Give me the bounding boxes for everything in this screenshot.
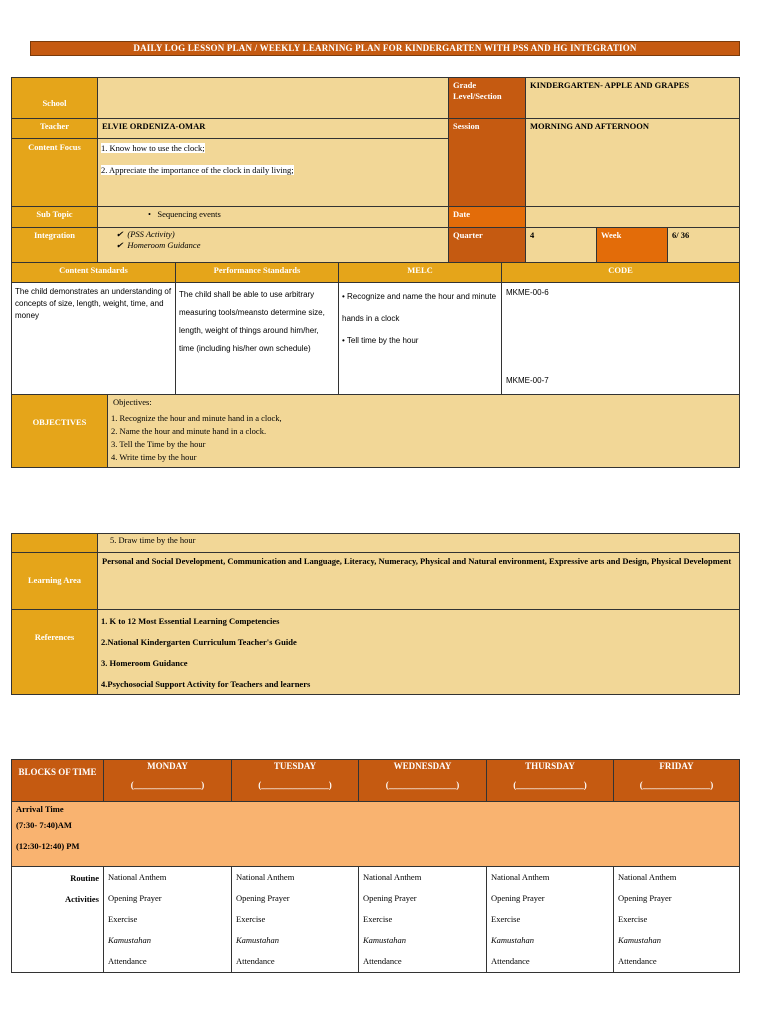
content-standards-header: Content Standards bbox=[11, 262, 176, 283]
activity-item: Kamustahan bbox=[363, 935, 406, 945]
quarter-value: 4 bbox=[525, 227, 597, 263]
day-date-blank: (_______________) bbox=[385, 780, 460, 790]
objective-item: 5. Draw time by the hour bbox=[97, 533, 740, 553]
activity-item: Exercise bbox=[363, 914, 393, 924]
reference-item: 3. Homeroom Guidance bbox=[101, 658, 188, 668]
day-header-monday bbox=[103, 759, 232, 802]
code-cell bbox=[501, 282, 740, 395]
day-date-blank: (_______________) bbox=[513, 780, 587, 790]
objective-item: 1. Recognize the hour and minute hand in a clock, bbox=[111, 413, 282, 423]
activity-item: Kamustahan bbox=[236, 935, 279, 945]
arrival-time-am: (7:30- 7:40)AM bbox=[16, 820, 72, 830]
activity-item: National Anthem bbox=[491, 872, 550, 882]
objective-item: 3. Tell the Time by the hour bbox=[111, 439, 206, 449]
activity-item: Opening Prayer bbox=[108, 893, 162, 903]
references-cell bbox=[97, 609, 740, 695]
school-label: School bbox=[11, 77, 98, 119]
melc-item-1: • Recognize and name the hour and minute hands in a clock bbox=[342, 292, 497, 323]
content-focus-1: 1. Know how to use the clock; bbox=[101, 143, 205, 153]
activity-item: National Anthem bbox=[363, 872, 422, 882]
activity-item: Kamustahan bbox=[108, 935, 151, 945]
performance-standards-text: The child shall be able to use arbitrary measuring tools/meansto determine size, length, weight of things around him/her, time (including his/her own schedule) bbox=[175, 282, 339, 395]
bullet-icon: • bbox=[148, 209, 158, 219]
activity-item: Opening Prayer bbox=[491, 893, 545, 903]
reference-item: 1. K to 12 Most Essential Learning Competencies bbox=[101, 616, 280, 626]
routine-label-line1: Routine bbox=[70, 873, 99, 883]
day-date-blank: (_______________) bbox=[639, 780, 714, 790]
reference-item: 2.National Kindergarten Curriculum Teacher's Guide bbox=[101, 637, 297, 647]
arrival-time-row bbox=[11, 801, 740, 867]
activity-item: National Anthem bbox=[618, 872, 677, 882]
activity-item: Attendance bbox=[363, 956, 402, 966]
learning-area-label: Learning Area bbox=[11, 552, 98, 610]
day-header-thursday bbox=[486, 759, 614, 802]
day-date-blank: (_______________) bbox=[130, 780, 205, 790]
routine-monday bbox=[103, 866, 232, 973]
activity-item: Opening Prayer bbox=[363, 893, 417, 903]
integration-value bbox=[97, 227, 449, 263]
melc-item-2: • Tell time by the hour bbox=[342, 336, 419, 345]
sub-topic-value bbox=[97, 206, 449, 228]
learning-area-value: Personal and Social Development, Communication and Language, Literacy, Numeracy, Physical and Natural environment, Expressive arts and Design, Physical Development bbox=[97, 552, 740, 610]
routine-activities-label bbox=[11, 866, 104, 973]
session-label: Session bbox=[448, 118, 526, 207]
day-name: FRIDAY bbox=[659, 761, 694, 771]
activity-item: Kamustahan bbox=[491, 935, 534, 945]
week-value: 6/ 36 bbox=[667, 227, 740, 263]
day-name: THURSDAY bbox=[525, 761, 575, 771]
sub-topic-text: Sequencing events bbox=[157, 209, 221, 219]
day-header-friday bbox=[613, 759, 740, 802]
date-label: Date bbox=[448, 206, 526, 228]
reference-item: 4.Psychosocial Support Activity for Teachers and learners bbox=[101, 679, 311, 689]
content-focus-value bbox=[97, 138, 449, 207]
sub-topic-label: Sub Topic bbox=[11, 206, 98, 228]
objectives-heading: Objectives: bbox=[113, 397, 152, 407]
objective-item: 4. Write time by the hour bbox=[111, 452, 197, 462]
activity-item: Attendance bbox=[236, 956, 275, 966]
objectives-continued-label bbox=[11, 533, 98, 553]
routine-thursday bbox=[486, 866, 614, 973]
objectives-cell bbox=[107, 394, 740, 468]
activity-item: Opening Prayer bbox=[236, 893, 290, 903]
activity-item: Attendance bbox=[108, 956, 147, 966]
school-value bbox=[97, 77, 449, 119]
date-value bbox=[525, 206, 740, 228]
code-1: MKME-00-6 bbox=[506, 288, 549, 297]
grade-value: KINDERGARTEN- APPLE AND GRAPES bbox=[525, 77, 740, 119]
routine-tuesday bbox=[231, 866, 359, 973]
teacher-label: Teacher bbox=[11, 118, 98, 139]
code-2: MKME-00-7 bbox=[506, 376, 549, 385]
references-label: References bbox=[11, 609, 98, 695]
day-header-wednesday bbox=[358, 759, 487, 802]
integration-item-1: (PSS Activity) bbox=[127, 229, 175, 239]
activity-item: Exercise bbox=[491, 914, 521, 924]
session-value: MORNING AND AFTERNOON bbox=[525, 118, 740, 207]
activity-item: Attendance bbox=[618, 956, 657, 966]
activity-item: Exercise bbox=[236, 914, 266, 924]
routine-wednesday bbox=[358, 866, 487, 973]
grade-label: Grade Level/Section bbox=[448, 77, 526, 119]
melc-cell bbox=[338, 282, 502, 395]
teacher-value: ELVIE ORDENIZA-OMAR bbox=[97, 118, 449, 139]
check-icon: ✔ bbox=[116, 229, 128, 239]
check-icon: ✔ bbox=[116, 240, 128, 250]
content-standards-text: The child demonstrates an understanding of concepts of size, length, weight, time, and money bbox=[11, 282, 176, 395]
activity-item: National Anthem bbox=[108, 872, 167, 882]
content-focus-2: 2. Appreciate the importance of the clock in daily living; bbox=[101, 165, 294, 175]
objectives-label: OBJECTIVES bbox=[11, 394, 108, 468]
week-label: Week bbox=[596, 227, 668, 263]
integration-item-2: Homeroom Guidance bbox=[127, 240, 201, 250]
activity-item: Attendance bbox=[491, 956, 530, 966]
routine-friday bbox=[613, 866, 740, 973]
integration-label: Integration bbox=[11, 227, 98, 263]
activity-item: Exercise bbox=[108, 914, 138, 924]
routine-label-line2: Activities bbox=[65, 894, 99, 904]
activity-item: National Anthem bbox=[236, 872, 295, 882]
objective-item: 2. Name the hour and minute hand in a clock. bbox=[111, 426, 267, 436]
blocks-of-time-header: BLOCKS OF TIME bbox=[11, 759, 104, 802]
day-name: TUESDAY bbox=[273, 761, 317, 771]
day-name: MONDAY bbox=[147, 761, 188, 771]
activity-item: Kamustahan bbox=[618, 935, 661, 945]
melc-header: MELC bbox=[338, 262, 502, 283]
activity-item: Exercise bbox=[618, 914, 648, 924]
page-title: DAILY LOG LESSON PLAN / WEEKLY LEARNING PLAN FOR KINDERGARTEN WITH PSS AND HG INTEGRATION bbox=[30, 41, 740, 56]
day-header-tuesday bbox=[231, 759, 359, 802]
quarter-label: Quarter bbox=[448, 227, 526, 263]
arrival-time-pm: (12:30-12:40) PM bbox=[16, 841, 80, 851]
arrival-time-label: Arrival Time bbox=[16, 804, 64, 814]
performance-standards-header: Performance Standards bbox=[175, 262, 339, 283]
code-header: CODE bbox=[501, 262, 740, 283]
content-focus-label: Content Focus bbox=[11, 138, 98, 207]
day-date-blank: (_______________) bbox=[258, 780, 332, 790]
day-name: WEDNESDAY bbox=[393, 761, 452, 771]
activity-item: Opening Prayer bbox=[618, 893, 672, 903]
